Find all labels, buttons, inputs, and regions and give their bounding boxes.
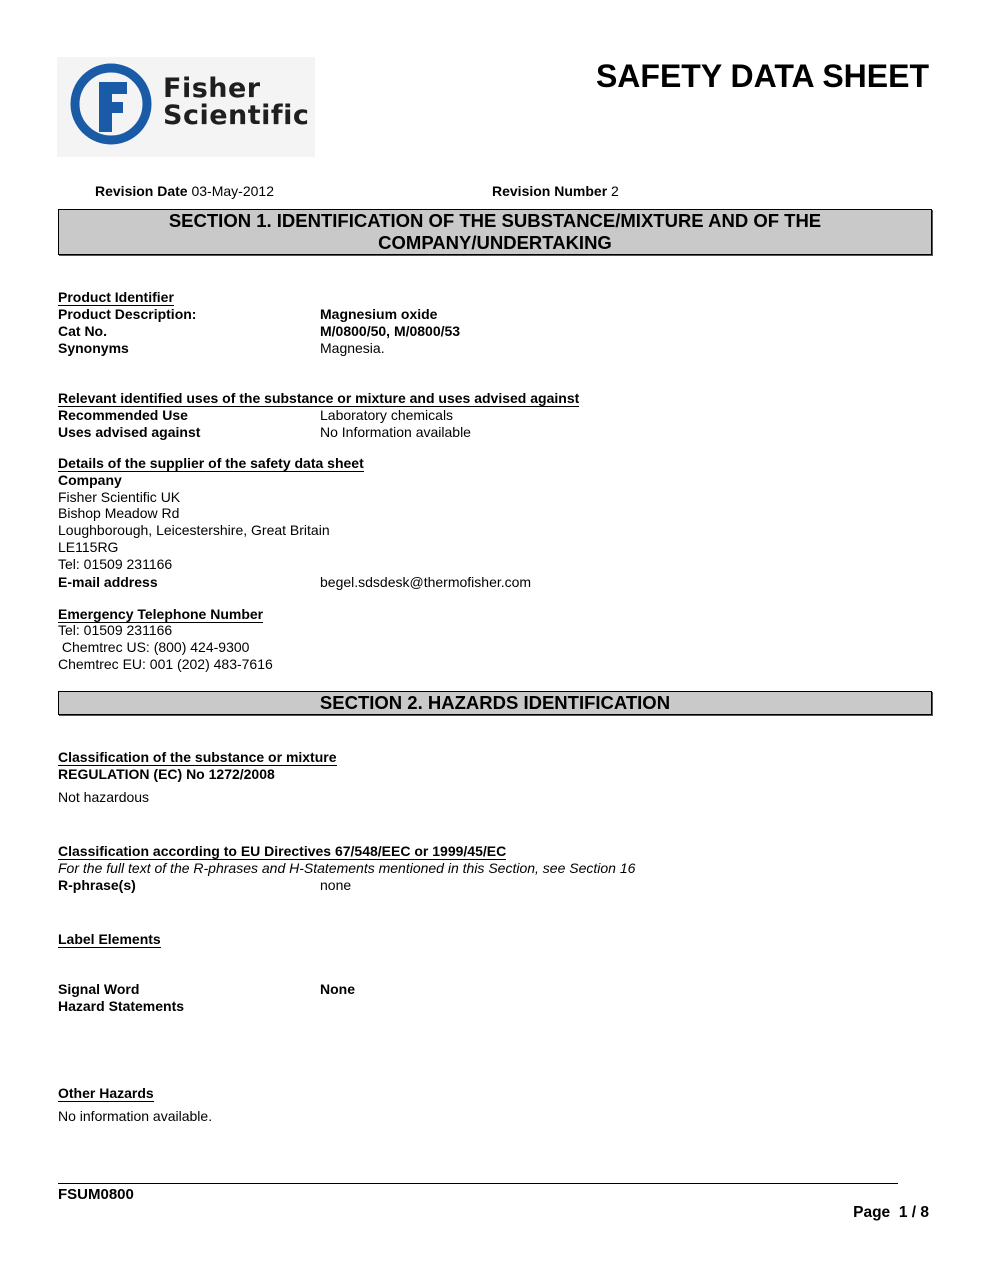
synonyms-value: Magnesia. (320, 340, 385, 356)
section2-header (58, 691, 932, 715)
revision-number (492, 183, 619, 199)
logo-wordmark (163, 75, 309, 129)
company-line: Fisher Scientific UK (58, 489, 181, 505)
emergency-line: Tel: 01509 231166 (58, 622, 173, 638)
rphrase-value: none (320, 877, 352, 893)
not-hazardous-text: Not hazardous (58, 789, 150, 805)
section1-title-line2: COMPANY/UNDERTAKING (378, 232, 612, 253)
signal-word-value: None (320, 981, 355, 997)
emergency-heading: Emergency Telephone Number (58, 606, 264, 622)
page-label: Page (853, 1204, 891, 1221)
other-hazards-heading: Other Hazards (58, 1085, 154, 1101)
company-line: Tel: 01509 231166 (58, 556, 173, 572)
product-identifier-heading: Product Identifier (58, 289, 174, 305)
page-total: 8 (920, 1204, 929, 1221)
company-line: Loughborough, Leicestershire, Great Britain (58, 522, 330, 538)
recommended-use-label: Recommended Use (58, 407, 188, 423)
classification-heading: Classification of the substance or mixture (58, 749, 337, 765)
page-number: Page 1 / 8 (853, 1204, 929, 1221)
footer-divider (58, 1183, 898, 1184)
supplier-heading: Details of the supplier of the safety data sheet (58, 455, 364, 471)
email-value: begel.sdsdesk@thermofisher.com (320, 574, 532, 590)
uses-heading: Relevant identified uses of the substance or mixture and uses advised against (58, 390, 580, 406)
page-current: 1 (898, 1204, 908, 1221)
section2-title: SECTION 2. HAZARDS IDENTIFICATION (319, 692, 671, 713)
section1-header (58, 209, 932, 255)
other-hazards-value: No information available. (58, 1108, 213, 1124)
company-line: Bishop Meadow Rd (58, 505, 180, 521)
company-line: LE115RG (58, 539, 119, 555)
rphrase-label: R-phrase(s) (58, 877, 136, 893)
fisher-scientific-logo (57, 57, 315, 157)
document-code: FSUM0800 (58, 1186, 134, 1203)
section1-title-line1: SECTION 1. IDENTIFICATION OF THE SUBSTANCE/MIXTURE AND OF THE (168, 210, 822, 231)
eu-note: For the full text of the R-phrases and H-Statements mentioned in this Section, see Section 16 (58, 860, 636, 876)
product-description-label: Product Description: (58, 306, 197, 322)
document-title: SAFETY DATA SHEET (595, 58, 929, 94)
synonyms-label: Synonyms (58, 340, 129, 356)
eu-directives-heading: Classification according to EU Directives 67/548/EEC or 1999/45/EC (58, 843, 507, 859)
hazard-statements-label: Hazard Statements (58, 998, 185, 1014)
logo-line1: Fisher (163, 73, 261, 104)
regulation-label: REGULATION (EC) No 1272/2008 (58, 766, 275, 782)
revision-date-value: 03-May-2012 (191, 183, 274, 199)
emergency-line: Chemtrec EU: 001 (202) 483-7616 (58, 656, 273, 672)
company-label: Company (58, 472, 122, 488)
uses-advised-label: Uses advised against (58, 424, 201, 440)
revision-number-label: Revision Number (492, 183, 608, 199)
signal-word-label: Signal Word (58, 981, 140, 997)
emergency-line: Chemtrec US: (800) 424-9300 (58, 639, 250, 655)
recommended-use-value: Laboratory chemicals (320, 407, 454, 423)
logo-line2: Scientific (163, 100, 310, 131)
email-label: E-mail address (58, 574, 158, 590)
revision-date-label: Revision Date (95, 183, 188, 199)
revision-number-value: 2 (611, 183, 619, 199)
cat-no-label: Cat No. (58, 323, 107, 339)
revision-date (95, 183, 274, 199)
cat-no-value: M/0800/50, M/0800/53 (320, 323, 461, 339)
uses-advised-value: No Information available (320, 424, 471, 440)
fisher-logo-icon (69, 62, 153, 146)
product-description-value: Magnesium oxide (320, 306, 438, 322)
label-elements-heading: Label Elements (58, 931, 161, 947)
